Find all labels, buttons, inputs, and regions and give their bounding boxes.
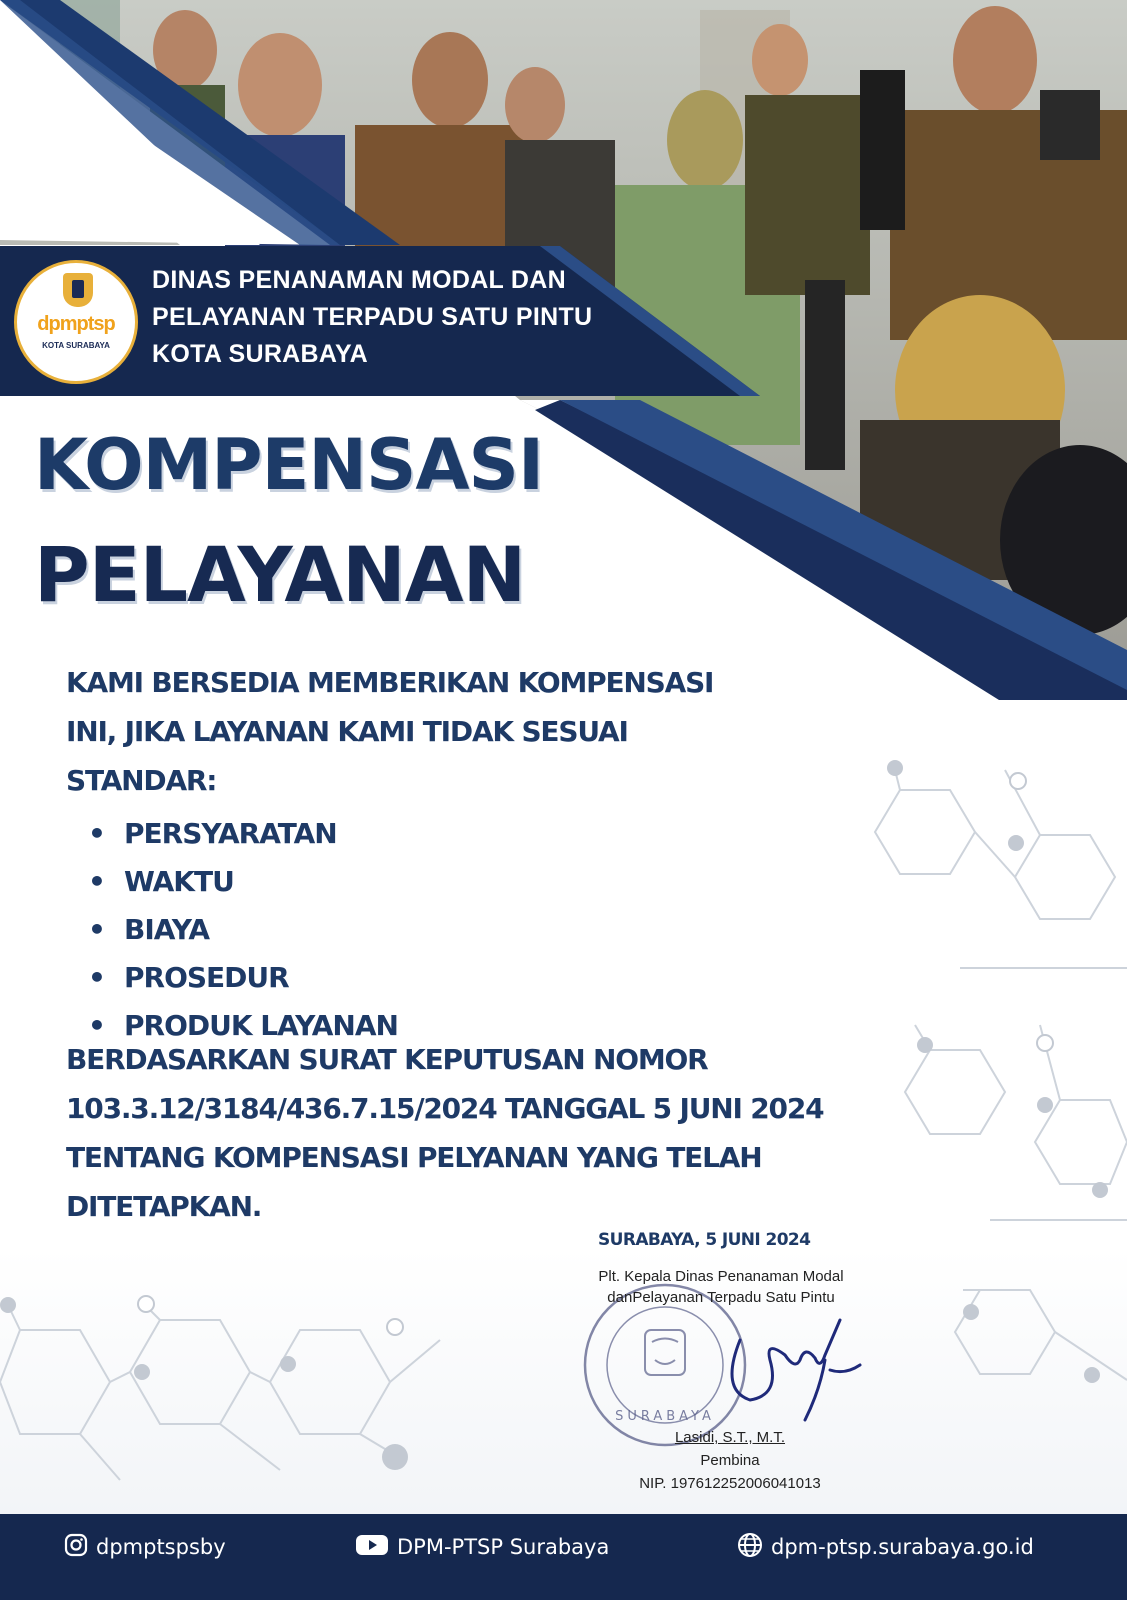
globe-icon [737,1532,763,1563]
svg-text:SURABAYA: SURABAYA [615,1409,715,1424]
intro-text [66,658,866,805]
website-url: dpm-ptsp.surabaya.go.id [771,1535,1034,1559]
criteria-list [88,810,398,1050]
org-title [152,262,672,373]
youtube-icon [355,1533,389,1562]
logo-city: KOTA SURABAYA [42,341,110,350]
role-line: danPelayanan Terpadu Satu Pintu [607,1289,835,1306]
bullet-icon: • [88,913,105,946]
org-title-line: KOTA SURABAYA [152,340,368,368]
intro-line: INI, JIKA LAYANAN KAMI TIDAK SESUAI [66,715,628,748]
org-title-line: DINAS PENANAMAN MODAL DAN [152,266,566,294]
list-item [88,954,398,1002]
bullet-icon: • [88,817,105,850]
bullet-icon: • [88,1009,105,1042]
criteria-label: WAKTU [124,865,234,898]
youtube-channel: DPM-PTSP Surabaya [397,1535,610,1559]
instagram-icon [64,1533,88,1562]
list-item [88,858,398,906]
criteria-label: PERSYARATAN [124,817,337,850]
title-line-1: KOMPENSASI [34,424,544,506]
title-line-2: PELAYANAN [34,530,526,619]
bullet-icon: • [88,865,105,898]
signatory-rank: Pembina [700,1452,760,1469]
signature-date: SURABAYA, 5 JUNI 2024 [598,1230,811,1250]
decree-line: TENTANG KOMPENSASI PELYANAN YANG TELAH [66,1141,762,1174]
role-line: Plt. Kepala Dinas Penanaman Modal [598,1268,844,1285]
criteria-label: PROSEDUR [124,961,289,994]
decree-text [66,1035,906,1231]
signatory-nip: NIP. 197612252006041013 [639,1475,821,1492]
criteria-label: BIAYA [124,913,210,946]
instagram-handle: dpmptspsby [96,1535,226,1559]
intro-line: STANDAR: [66,764,217,797]
dpmptsp-logo [14,260,138,384]
org-title-line: PELAYANAN TERPADU SATU PINTU [152,303,593,331]
handwritten-signature [710,1300,870,1430]
decree-line: DITETAPKAN. [66,1190,262,1223]
intro-line: KAMI BERSEDIA MEMBERIKAN KOMPENSASI [66,666,714,699]
signatory [620,1426,840,1495]
website-link[interactable] [737,1517,1034,1577]
list-item [88,906,398,954]
bullet-icon: • [88,961,105,994]
surabaya-crest-icon [63,273,93,307]
logo-wordmark: dpmptsp [37,313,115,335]
signatory-name: Lasidi, S.T., M.T. [674,1429,786,1446]
criteria-label: PRODUK LAYANAN [124,1009,398,1042]
decree-line: BERDASARKAN SURAT KEPUTUSAN NOMOR [66,1043,708,1076]
decree-line: 103.3.12/3184/436.7.15/2024 TANGGAL 5 JUNI 2024 [66,1092,824,1125]
instagram-link[interactable] [64,1517,226,1577]
list-item [88,810,398,858]
youtube-link[interactable] [355,1517,609,1577]
